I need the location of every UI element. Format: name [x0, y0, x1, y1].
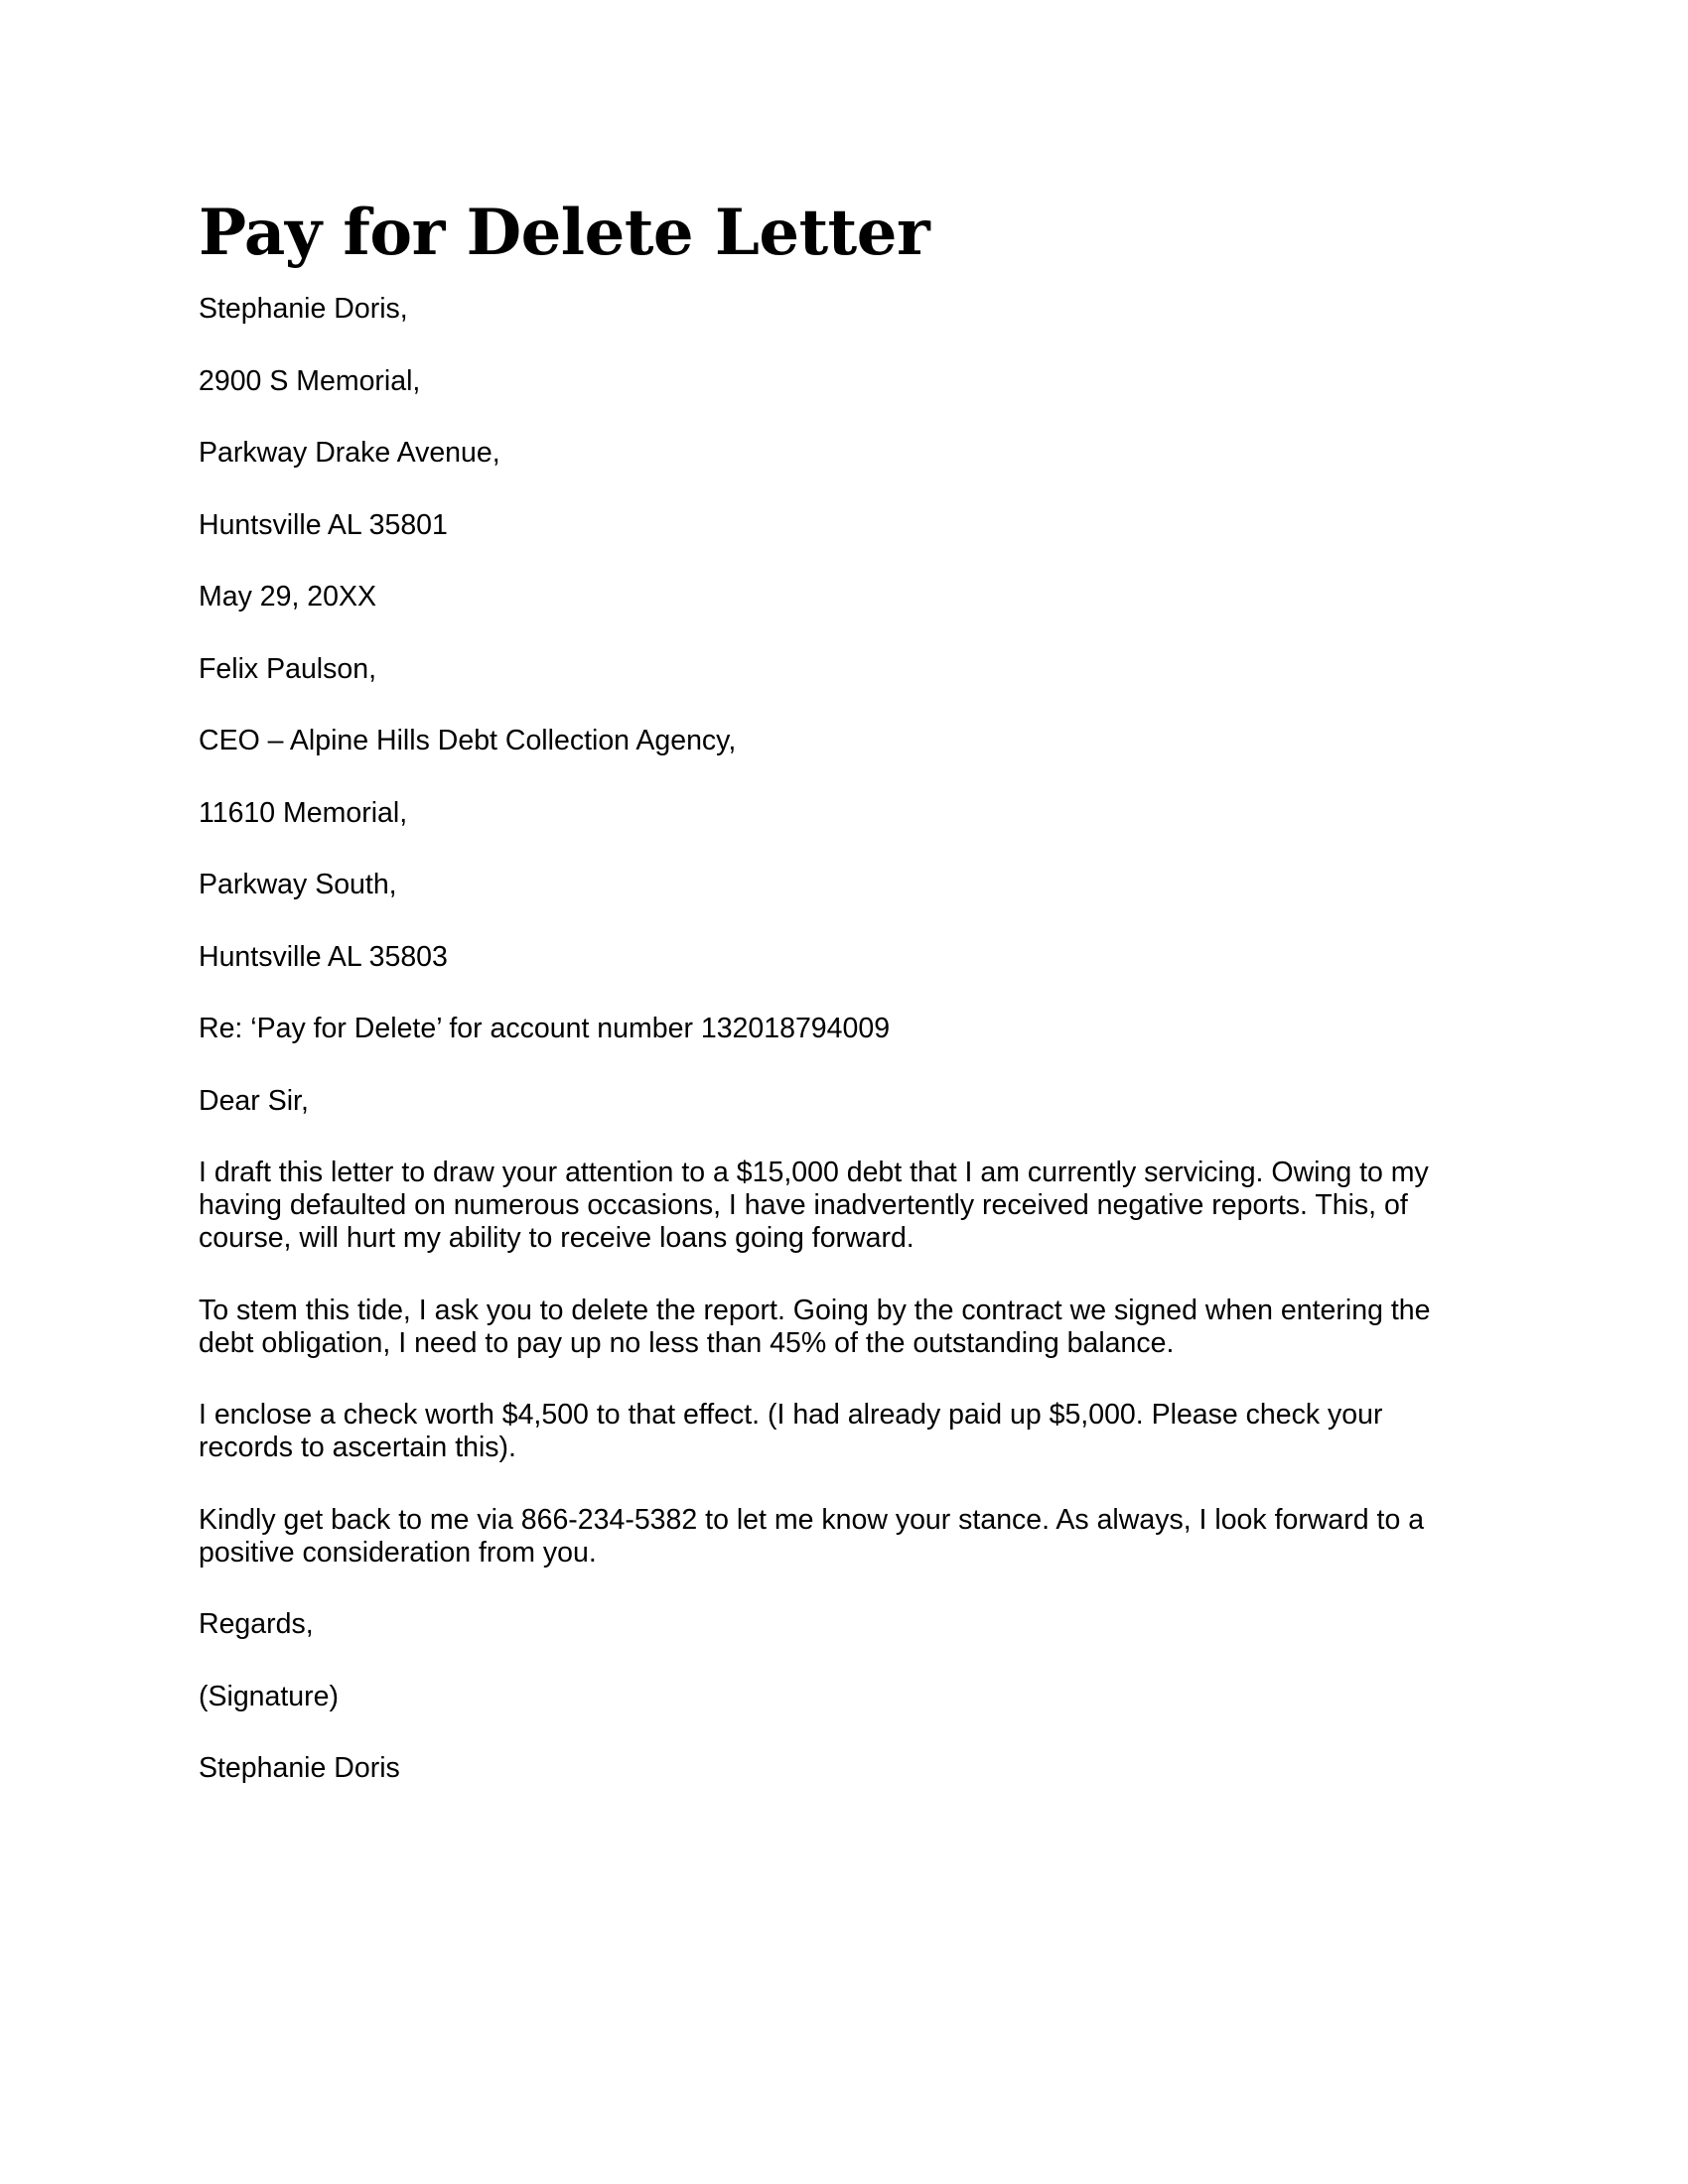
subject-line: Re: ‘Pay for Delete’ for account number 132018794009 — [199, 1013, 891, 1044]
sender-name: Stephanie Doris, — [199, 293, 408, 325]
recipient-name: Felix Paulson, — [199, 652, 377, 685]
letter-content — [199, 194, 1489, 1825]
recipient-address-line2: Parkway South, — [199, 869, 397, 900]
signature-placeholder: (Signature) — [199, 1680, 339, 1712]
signer-name: Stephanie Doris — [199, 1752, 400, 1784]
body-paragraph: I draft this letter to draw your attention to a $15,000 debt that I am currently servicing. Owing to my having defaulted on numerous occasions, I have inadvertently received negative reports. This, of course, will hurt my ability to receive loans going forward. — [199, 1157, 1429, 1254]
closing: Regards, — [199, 1608, 314, 1640]
body-paragraph: I enclose a check worth $4,500 to that effect. (I had already paid up $5,000. Please check your records to ascertain this). — [199, 1399, 1383, 1463]
letter-date: May 29, 20XX — [199, 581, 377, 613]
sender-address-line1: 2900 S Memorial, — [199, 364, 421, 397]
recipient-title-company: CEO – Alpine Hills Debt Collection Agency, — [199, 725, 737, 756]
recipient-address-line1: 11610 Memorial, — [199, 796, 408, 829]
recipient-city-state-zip: Huntsville AL 35803 — [199, 940, 448, 973]
page-title: Pay for Delete Letter — [199, 196, 930, 270]
body-paragraph: To stem this tide, I ask you to delete the report. Going by the contract we signed when entering the debt obligation, I need to pay up no less than 45% of the outstanding balance. — [199, 1294, 1431, 1359]
sender-city-state-zip: Huntsville AL 35801 — [199, 508, 448, 541]
sender-address-line2: Parkway Drake Avenue, — [199, 437, 500, 469]
body-paragraph: Kindly get back to me via 866-234-5382 to let me know your stance. As always, I look forward to a positive consideration from you. — [199, 1503, 1425, 1569]
salutation: Dear Sir, — [199, 1084, 309, 1117]
